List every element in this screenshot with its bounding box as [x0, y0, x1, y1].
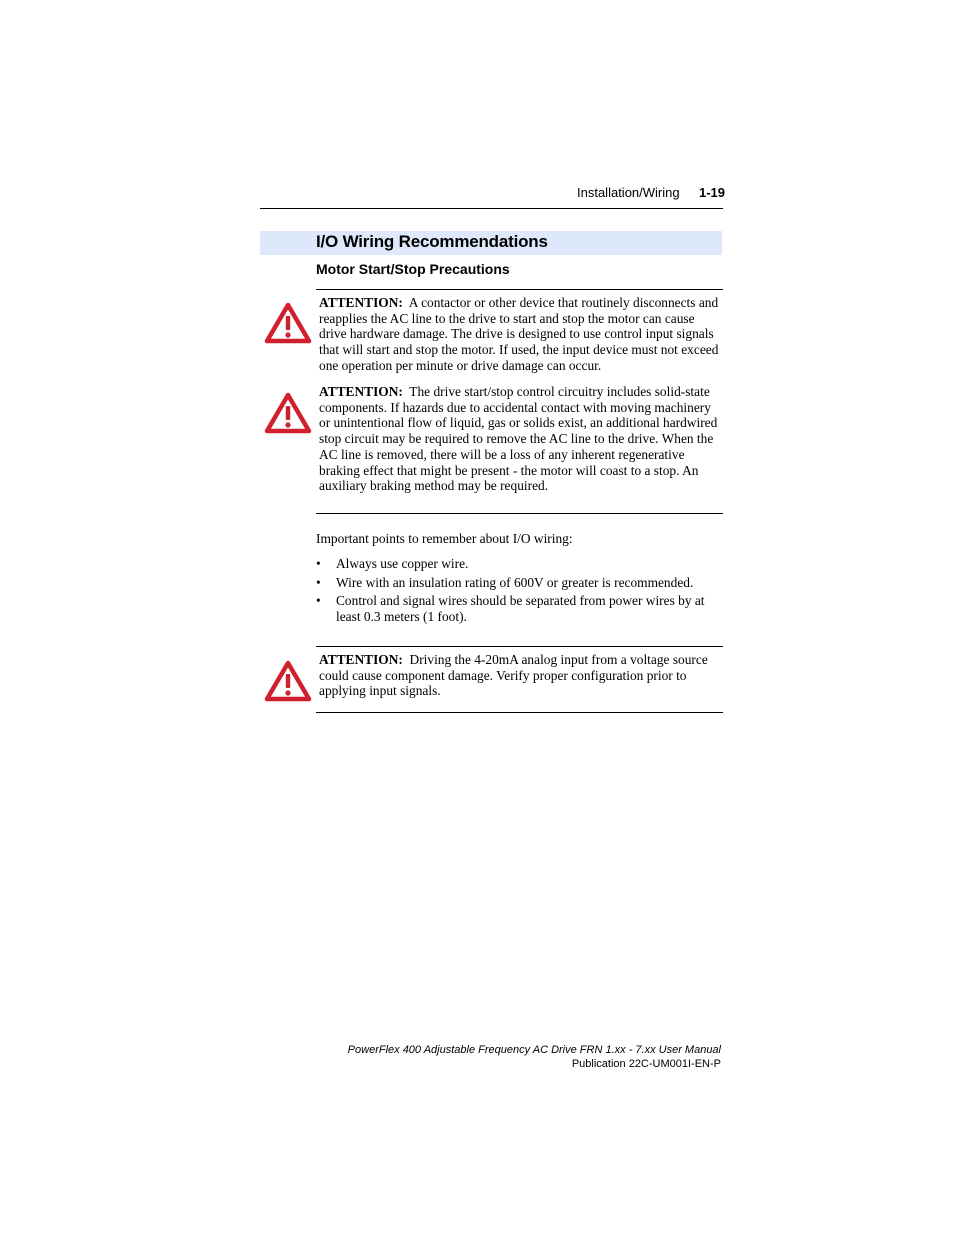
wiring-points-list	[316, 556, 722, 628]
warning-triangle-icon	[264, 392, 312, 434]
intro-paragraph: Important points to remember about I/O wiring:	[316, 531, 573, 546]
footer-manual-title: PowerFlex 400 Adjustable Frequency AC Drive FRN 1.xx - 7.xx User Manual	[347, 1044, 721, 1056]
warning-triangle-icon	[264, 660, 312, 702]
attention-label: ATTENTION:	[319, 652, 403, 667]
page-number: 1-19	[699, 185, 726, 200]
running-header-section: Installation/Wiring	[577, 185, 680, 200]
subsection-title: Motor Start/Stop Precautions	[316, 261, 510, 277]
attention-label: ATTENTION:	[319, 295, 403, 310]
bullet-icon: •	[316, 556, 321, 571]
section-title: I/O Wiring Recommendations	[316, 232, 548, 251]
footer-publication: Publication 22C-UM001I-EN-P	[571, 1058, 721, 1070]
attention-text: A contactor or other device that routinely disconnects and reapplies the AC line to the drive to start and stop the motor can cause drive hardware damage. The drive is designed to use control input signals that will start and stop the motor. If used, the input device must not exceed one operation per minute or drive damage can occur.	[319, 295, 719, 373]
attention-label: ATTENTION:	[319, 384, 403, 399]
attention-text: Driving the 4-20mA analog input from a voltage source could cause component damage. Verify proper configuration prior to applying input signals.	[319, 652, 708, 699]
list-item-text: Always use copper wire.	[336, 556, 469, 571]
list-item-text: Control and signal wires should be separated from power wires by at least 0.3 meters (1 foot).	[336, 593, 705, 625]
attention-notice	[319, 295, 721, 374]
header-divider	[260, 208, 723, 209]
attention-notice	[319, 652, 721, 699]
list-item	[316, 556, 722, 572]
warning-triangle-icon	[264, 302, 312, 344]
bullet-icon: •	[316, 593, 321, 609]
list-item	[316, 575, 722, 591]
attention-top-rule	[316, 646, 723, 647]
attention-bottom-rule	[316, 712, 723, 713]
attention-notice	[319, 384, 721, 494]
attention-bottom-rule	[316, 513, 723, 514]
attention-top-rule	[316, 289, 723, 290]
list-item	[316, 593, 722, 624]
list-item-text: Wire with an insulation rating of 600V or greater is recommended.	[336, 574, 694, 590]
attention-text: The drive start/stop control circuitry includes solid-state components. If hazards due to accidental contact with moving machinery or unintentional flow of liquid, gas or solids exist, an additional hardwired stop circuit may be required to remove the AC line to the drive. When the AC line is removed, there will be a loss of any inherent regenerative braking effect that might be present - the motor will coast to a stop. An auxiliary braking method may be required.	[319, 384, 718, 494]
bullet-icon: •	[316, 574, 321, 590]
